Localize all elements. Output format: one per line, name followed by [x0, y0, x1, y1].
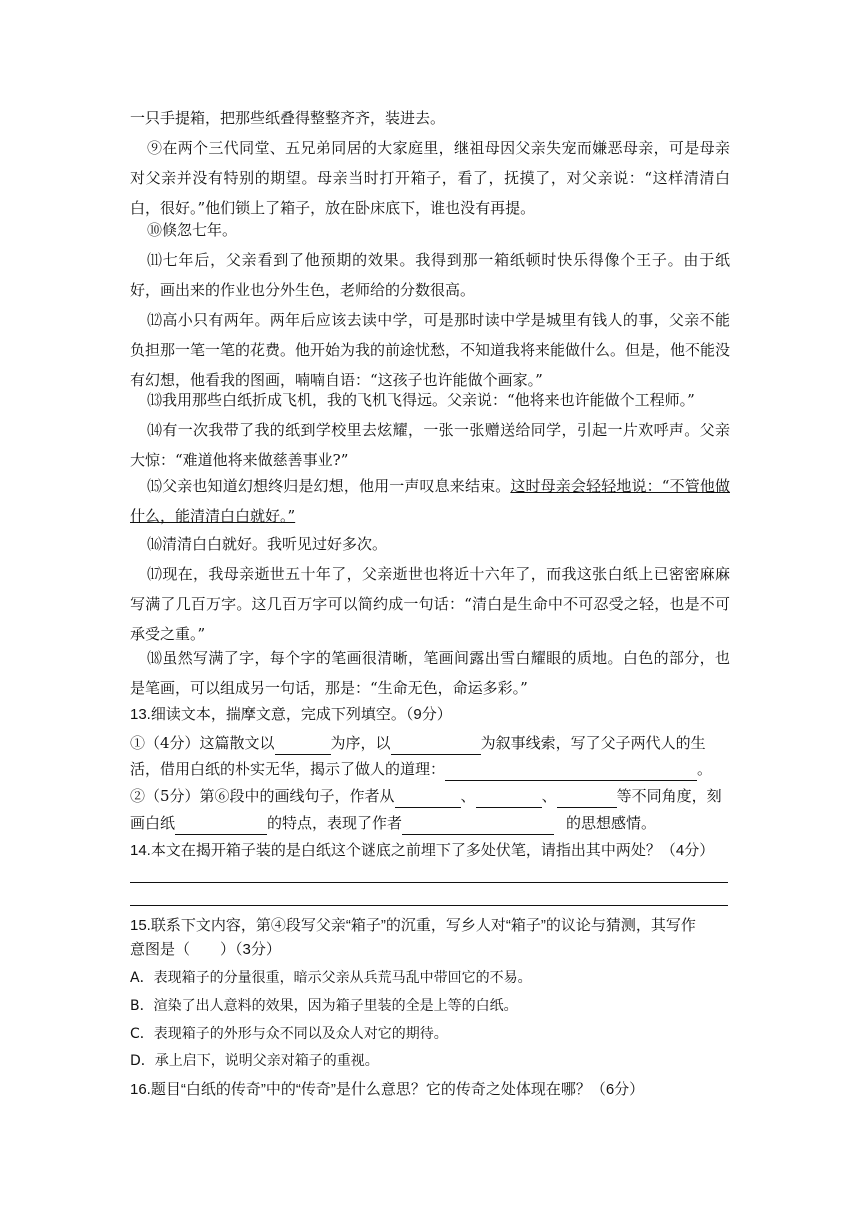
- option-d[interactable]: D．承上启下，说明父亲对箱子的重视。: [130, 1053, 379, 1069]
- q13b-text-1: ②（5分）第⑥段中的画线句子，作者从: [130, 787, 395, 805]
- question-13-part-2-cont: [130, 811, 730, 835]
- passage-paragraph-17: ⒄现在，我母亲逝世五十年了，父亲逝世也将近十六年了，而我这张白纸上已密密麻麻写满了几百万字。这几百万字可以简约成一句话：“清白是生命中不可忍受之轻，也是不可承受之重。”: [130, 565, 730, 643]
- option-b[interactable]: B．渲染了出人意料的效果，因为箱子里装的全是上等的白纸。: [130, 998, 518, 1014]
- passage-paragraph-16: ⒃清清白白就好。我听见过好多次。: [147, 535, 388, 553]
- q13a-text-5: 。: [697, 760, 713, 778]
- answer-line-14-1[interactable]: [130, 882, 728, 883]
- passage-paragraph-15: [130, 471, 730, 531]
- question-16-title: 16.题目“白纸的传奇”中的“传奇”是什么意思？它的传奇之处体现在哪？（6分）: [130, 1081, 645, 1098]
- question-15-title-line-2: 意图是（ ）（3分）: [130, 941, 281, 958]
- q13b-blank-angle-3[interactable]: [557, 789, 617, 808]
- question-15-title-line-1: 15.联系下文内容，第④段写父亲“箱子”的沉重，写乡人对“箱子”的议论与猜测，其写作: [130, 917, 696, 934]
- q13a-blank-clue[interactable]: [391, 736, 481, 755]
- q13a-text-4: 活，借用白纸的朴实无华，揭示了做人的道理：: [130, 760, 446, 778]
- passage-paragraph-14: ⒁有一次我带了我的纸到学校里去炫耀，一张一张赠送给同学，引起一片欢呼声。父亲大惊：“难道他将来做慈善事业?”: [130, 421, 730, 469]
- passage-paragraph-8-end: 一只手提箱，把那些纸叠得整整齐齐，装进去。: [130, 109, 446, 127]
- q13a-text-1: ①（4分）这篇散文以: [130, 734, 275, 752]
- question-14-title: 14.本文在揭开箱子装的是白纸这个谜底之前埋下了多处伏笔，请指出其中两处？（4分）: [130, 842, 715, 859]
- q13b-blank-feeling[interactable]: [402, 816, 554, 835]
- q13b-text-5: 画白纸: [130, 814, 176, 832]
- option-a[interactable]: A．表现箱子的分量很重，暗示父亲从兵荒马乱中带回它的不易。: [130, 970, 532, 986]
- q13a-text-3: 为叙事线索，写了父子两代人的生: [480, 734, 706, 752]
- passage-paragraph-13: ⒀我用那些白纸折成飞机，我的飞机飞得远。父亲说：“他将来也许能做个工程师。”: [147, 391, 695, 409]
- q13b-text-7: 的思想感情。: [566, 814, 657, 832]
- question-13-part-2: [130, 784, 730, 808]
- passage-paragraph-11: ⑾七年后，父亲看到了他预期的效果。我得到那一箱纸顿时快乐得像个王子。由于纸好，画出来的作业也分外生色，老师给的分数很高。: [130, 251, 730, 299]
- paragraph-15-text: ⒂父亲也知道幻想终归是幻想，他用一声叹息来结束。: [147, 477, 511, 495]
- passage-paragraph-18: ⒅虽然写满了字，每个字的笔画很清晰，笔画间露出雪白耀眼的质地。白色的部分，也是笔画，可以组成另一句话，那是：“生命无色，命运多彩。”: [130, 649, 730, 697]
- q13a-blank-order[interactable]: [275, 736, 331, 755]
- passage-paragraph-9: ⑨在两个三代同堂、五兄弟同居的大家庭里，继祖母因父亲失宠而嫌恶母亲，可是母亲对父亲并没有特别的期望。母亲当时打开箱子，看了，抚摸了，对父亲说：“这样清清白白，很好。”他们锁上了箱子，放在卧床底下，谁也没有再提。: [130, 139, 730, 217]
- q13b-text-6: 的特点，表现了作者: [267, 814, 403, 832]
- q13a-text-2: 为序，以: [330, 734, 391, 752]
- q13b-blank-angle-2[interactable]: [476, 789, 542, 808]
- question-13-part-1: [130, 731, 730, 755]
- question-13-title: 13.细读文本，揣摩文意，完成下列填空。（9分）: [130, 706, 452, 723]
- q13a-blank-principle[interactable]: [445, 762, 697, 781]
- passage-paragraph-10: ⑩倏忽七年。: [147, 221, 238, 239]
- question-13-part-1-cont: [130, 757, 730, 781]
- option-c[interactable]: C．表现箱子的外形与众不同以及众人对它的期待。: [130, 1026, 448, 1042]
- q13b-text-2: 、: [460, 787, 476, 805]
- underlined-sentence: 这时母亲会轻轻地说：“不管他做什么，能清清白白就好。”: [130, 477, 730, 525]
- passage-paragraph-12: ⑿高小只有两年。两年后应该去读中学，可是那时读中学是城里有钱人的事，父亲不能负担那一笔一笔的花费。他开始为我的前途忧愁，不知道我将来能做什么。但是，他不能没有幻想，他看我的图画，喃喃自语：“这孩子也许能做个画家。”: [130, 311, 731, 389]
- q13b-text-3: 、: [541, 787, 557, 805]
- q13b-blank-angle-1[interactable]: [395, 789, 461, 808]
- q13b-text-4: 等不同角度，刻: [616, 787, 722, 805]
- answer-line-14-2[interactable]: [130, 905, 728, 906]
- q13b-blank-feature[interactable]: [175, 816, 267, 835]
